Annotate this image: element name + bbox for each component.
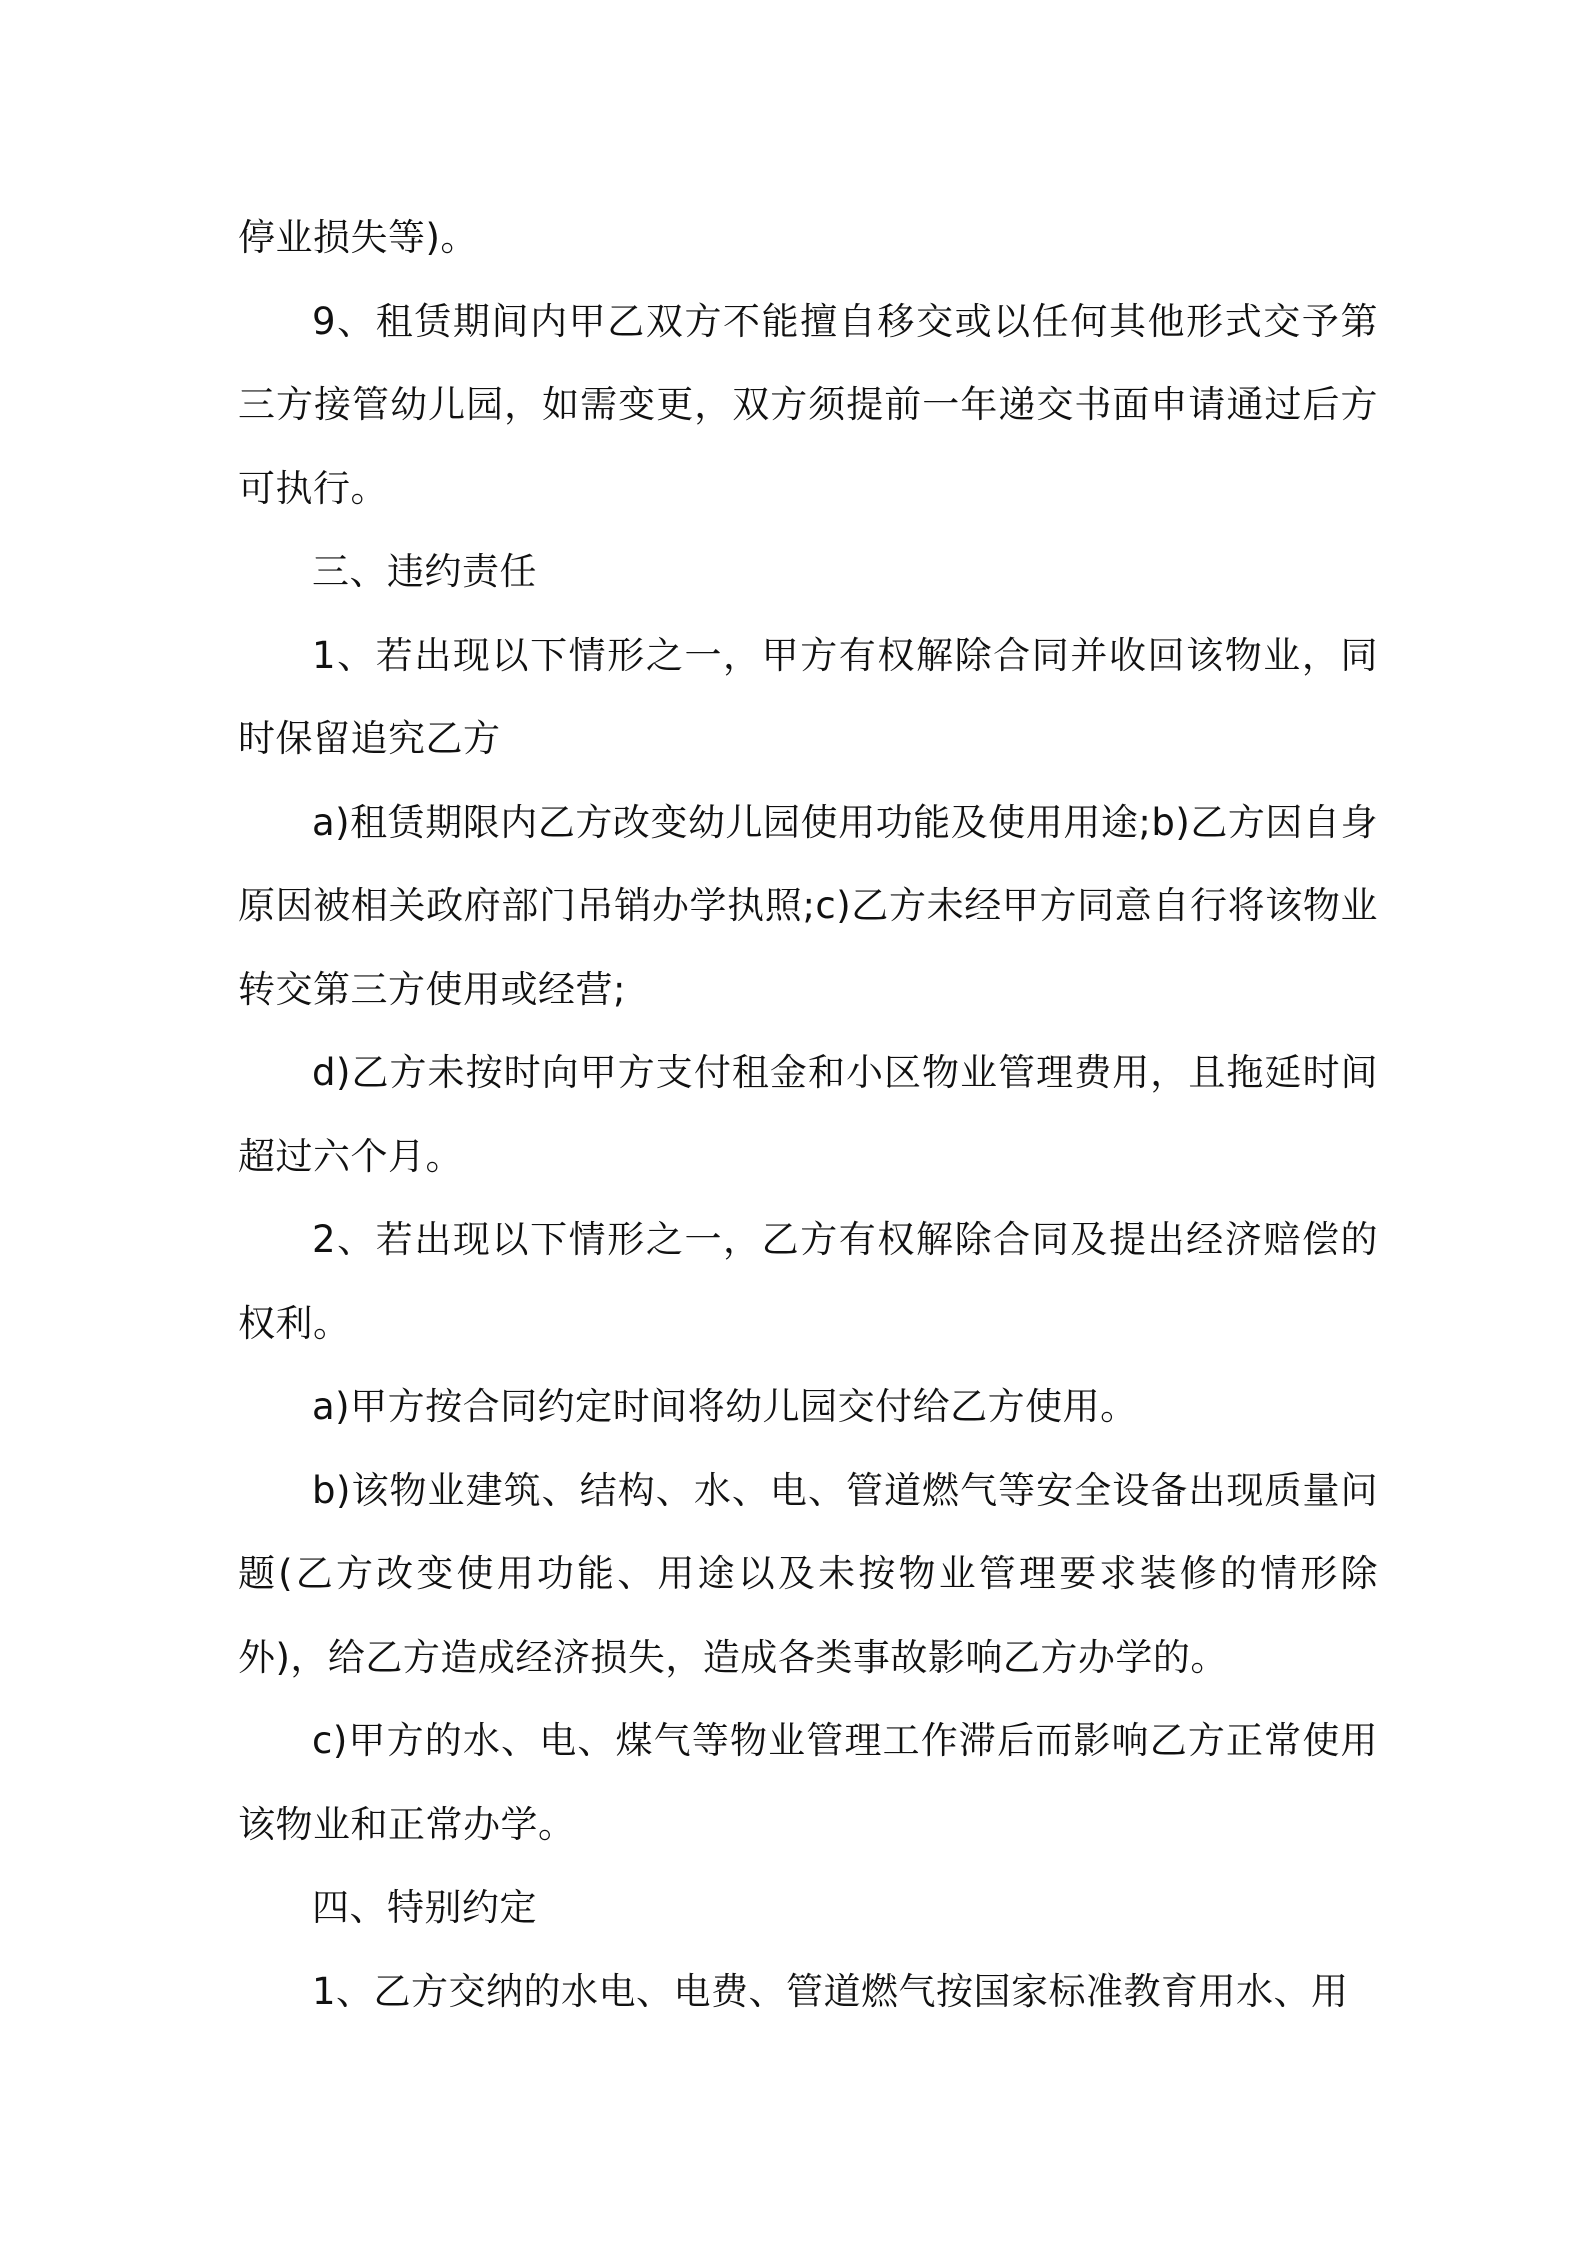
paragraph-continuation: 停业损失等)。: [238, 216, 478, 259]
paragraph-clause-2-c: c)甲方的水、电、煤气等物业管理工作滞后而影响乙方正常使用该物业和正常办学。: [238, 1719, 1378, 1846]
section-heading-special-agreement: 四、特别约定: [312, 1886, 537, 1929]
paragraph-clause-2-b: b)该物业建筑、结构、水、电、管道燃气等安全设备出现质量问题(乙方改变使用功能、用途以及未按物业管理要求装修的情形除外)，给乙方造成经济损失，造成各类事故影响乙方办学的。: [238, 1468, 1378, 1679]
paragraph-clause-9: 9、租赁期间内甲乙双方不能擅自移交或以任何其他形式交予第三方接管幼儿园，如需变更，双方须提前一年递交书面申请通过后方可执行。: [238, 299, 1378, 510]
section-heading-breach-liability: 三、违约责任: [312, 550, 537, 593]
document-body: [238, 196, 1378, 2033]
paragraph-clause-1-abc: a)租赁期限内乙方改变幼儿园使用功能及使用用途;b)乙方因自身原因被相关政府部门吊销办学执照;c)乙方未经甲方同意自行将该物业转交第三方使用或经营;: [238, 800, 1378, 1011]
paragraph-clause-2-a: a)甲方按合同约定时间将幼儿园交付给乙方使用。: [312, 1385, 1138, 1428]
paragraph-clause-2: 2、若出现以下情形之一，乙方有权解除合同及提出经济赔偿的权利。: [238, 1218, 1378, 1345]
paragraph-clause-1: 1、若出现以下情形之一，甲方有权解除合同并收回该物业，同时保留追究乙方: [238, 633, 1378, 760]
paragraph-clause-1-d: d)乙方未按时向甲方支付租金和小区物业管理费用，且拖延时间超过六个月。: [238, 1051, 1378, 1178]
paragraph-special-clause-1: 1、乙方交纳的水电、电费、管道燃气按国家标准教育用水、用: [312, 1969, 1349, 2013]
